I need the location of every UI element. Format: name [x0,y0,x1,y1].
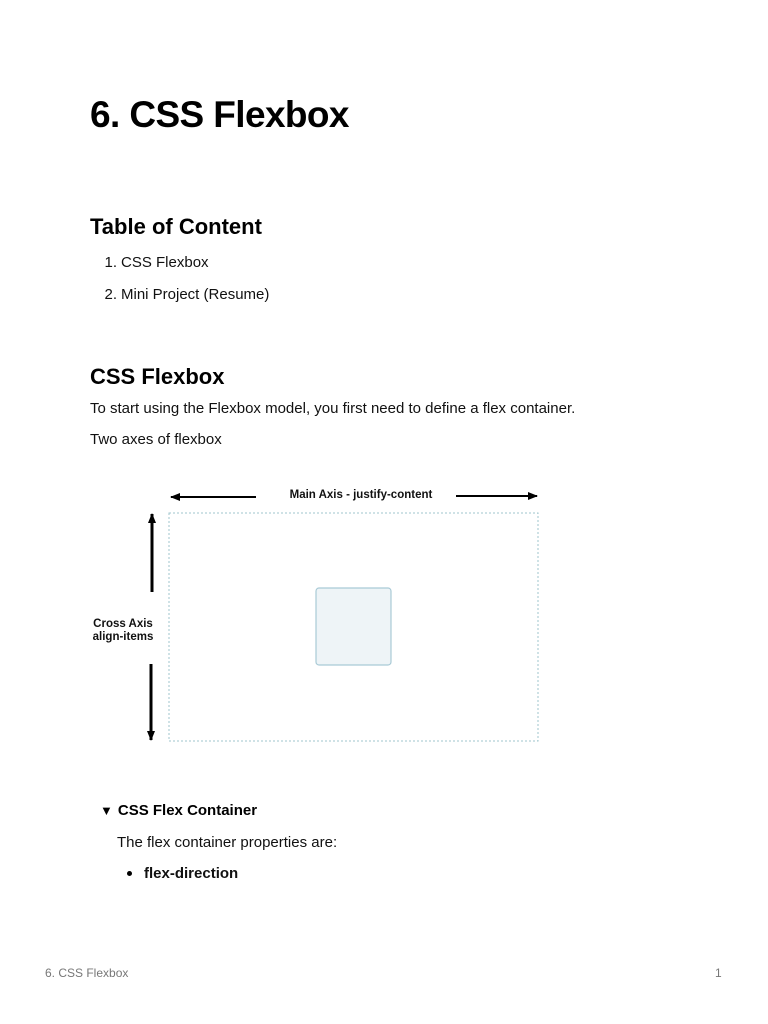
toc-item-number: 2. [104,286,117,303]
flex-item-box [316,588,391,665]
flex-container-toggle[interactable] [100,802,257,819]
intro-paragraph: To start using the Flexbox model, you first need to define a flex container. [90,400,576,417]
disclosure-triangle-icon[interactable]: ▼ [100,803,113,818]
toc-item-number: 1. [104,254,117,271]
bullet-icon [127,871,132,876]
cross-axis-label-line2: align-items [92,631,154,643]
toc-item-mini-project[interactable] [90,284,269,316]
cross-axis-label-line1: Cross Axis [93,618,153,630]
toc-item-label[interactable]: CSS Flexbox [121,254,209,271]
list-item [127,865,238,882]
flex-container-properties-list [127,865,238,882]
details-body-text: The flex container properties are: [117,834,338,851]
details-summary[interactable]: CSS Flex Container [117,802,258,819]
section-heading: CSS Flexbox [90,364,225,389]
main-axis-label: Main Axis - justify-content [289,489,433,501]
list-item-label: flex-direction [144,865,239,882]
toc-item-label[interactable]: Mini Project (Resume) [121,286,270,303]
flexbox-axes-diagram [88,482,548,746]
toc-heading: Table of Content [90,214,262,239]
toc-item-css-flexbox[interactable] [90,252,269,284]
cross-axis-label [88,618,158,644]
diagram-graphic [88,482,548,746]
page-title: 6. CSS Flexbox [90,94,349,135]
axes-paragraph: Two axes of flexbox [90,431,222,448]
toc-list [90,252,269,316]
footer-page-number: 1 [715,966,722,980]
footer-title: 6. CSS Flexbox [45,966,129,980]
